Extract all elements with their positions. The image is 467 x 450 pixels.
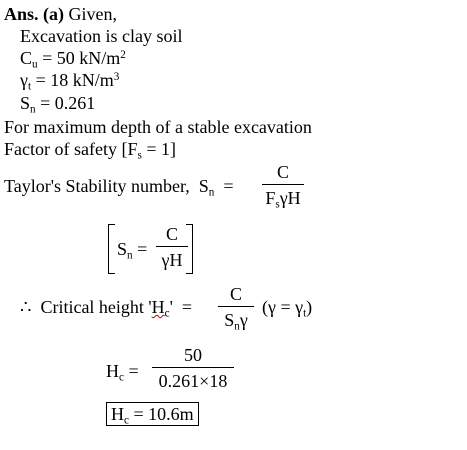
bracket-right — [186, 224, 193, 274]
given-gamma: $\gamma_t = 18$ $kN/m^3$ — [20, 70, 120, 93]
bracket-fraction: C γH — [156, 225, 188, 269]
bracket-left — [108, 224, 115, 274]
bracket-lhs: $S_n$ = — [117, 239, 148, 262]
gamma-note: $(\gamma = \gamma_t)$ — [262, 297, 313, 320]
answer-intro: Given, — [68, 4, 118, 24]
calc-fraction: 50 0.261×18 — [152, 346, 234, 390]
taylor-label: Taylor's Stability number, $S_n$ = — [4, 176, 234, 199]
given-excavation: Excavation is clay soil — [20, 26, 183, 46]
result-box: $H_c = 10.6m$ — [106, 402, 199, 426]
calc-lhs: $H_c$ = — [106, 361, 139, 384]
answer-label: Ans. (a) — [4, 4, 65, 24]
statement-max-depth: For maximum depth of a stable excavation — [4, 117, 312, 137]
taylor-fraction: C $F_s\gamma H$ — [262, 163, 304, 207]
answer-header — [4, 5, 117, 23]
given-sn: $S_n = 0.261$ — [20, 93, 96, 116]
given-cu: $C_u = 50$ $kN/m^2$ — [20, 48, 126, 71]
critical-height-label: ∴ Critical height '$H_c$' = — [20, 297, 193, 320]
statement-factor-of-safety: Factor of safety $[F_s = 1]$ — [4, 139, 176, 162]
critical-fraction: C $S_n\gamma$ — [218, 285, 254, 329]
